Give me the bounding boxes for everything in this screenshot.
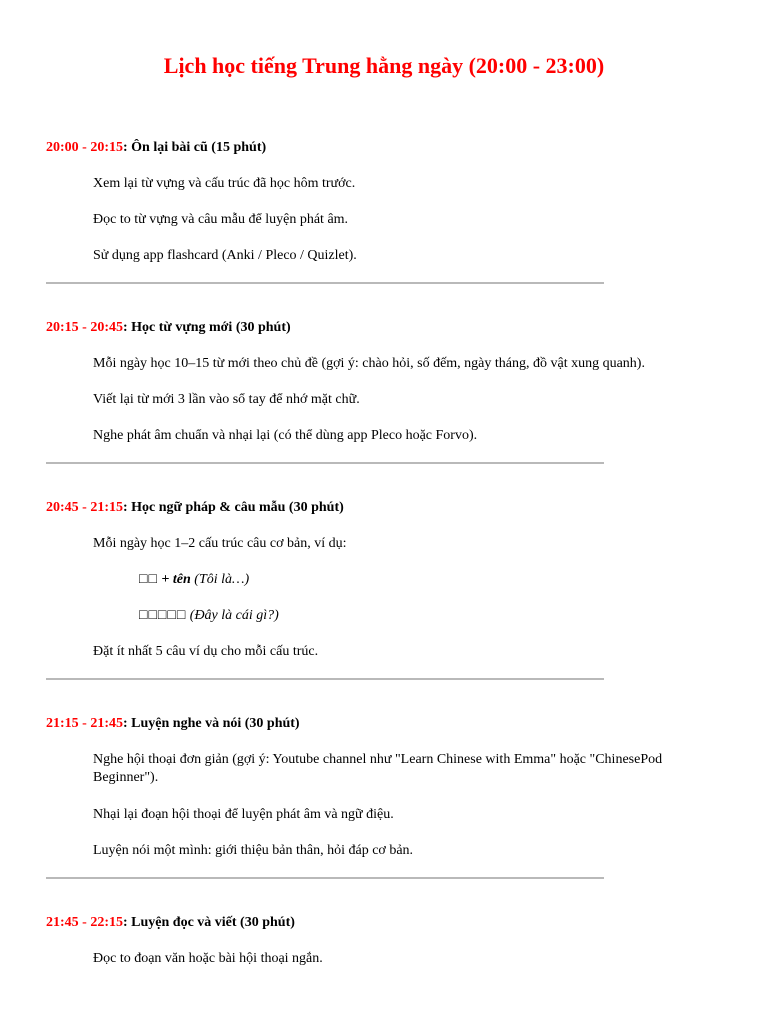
section-heading [46,914,295,932]
chinese-text: □□ [139,572,158,587]
example-translation: (Tôi là…) [190,572,250,587]
divider [46,678,604,680]
section-title: : Học từ vựng mới (30 phút) [123,320,291,335]
section-heading [46,319,291,337]
section-title: : Luyện nghe và nói (30 phút) [123,716,300,731]
list-item: Nghe phát âm chuẩn và nhại lại (có thể dùng app Pleco hoặc Forvo). [93,428,478,443]
list-item: Nghe hội thoại đơn giản (gợi ý: Youtube channel như "Learn Chinese with Emma" hoặc "ChinesePod Beginner"). [93,752,663,785]
list-item: Đặt ít nhất 5 câu ví dụ cho mỗi cấu trúc. [93,644,319,659]
section-heading [46,139,266,157]
page-title: Lịch học tiếng Trung hằng ngày (20:00 - 23:00) [163,53,605,78]
list-item: Xem lại từ vựng và cấu trúc đã học hôm trước. [93,176,356,191]
list-item: Mỗi ngày học 1–2 cấu trúc câu cơ bản, ví dụ: [93,536,347,551]
list-item: Sử dụng app flashcard (Anki / Pleco / Quizlet). [93,248,357,263]
example-item [139,607,279,625]
section-heading [46,715,300,733]
section-heading [46,499,344,517]
section-title: : Ôn lại bài cũ (15 phút) [123,140,267,155]
divider [46,462,604,464]
time-range: 20:15 - 20:45 [46,320,123,335]
list-item: Nhại lại đoạn hội thoại để luyện phát âm và ngữ điệu. [93,807,394,822]
list-item: Luyện nói một mình: giới thiệu bản thân, hỏi đáp cơ bản. [93,843,414,858]
divider [46,877,604,879]
time-range: 21:15 - 21:45 [46,716,123,731]
time-range: 20:00 - 20:15 [46,140,123,155]
section-title: : Luyện đọc và viết (30 phút) [123,915,295,930]
example-bold: + tên [157,572,191,587]
divider [46,282,604,284]
example-translation: (Đây là cái gì?) [186,608,279,623]
time-range: 21:45 - 22:15 [46,915,123,930]
time-range: 20:45 - 21:15 [46,500,123,515]
chinese-text: □□□□□ [139,608,187,623]
list-item: Mỗi ngày học 10–15 từ mới theo chủ đề (gợi ý: chào hỏi, số đếm, ngày tháng, đồ vật xung quanh). [93,356,645,371]
list-item: Đọc to đoạn văn hoặc bài hội thoại ngắn. [93,951,323,966]
example-item [139,571,249,589]
list-item: Đọc to từ vựng và câu mẫu để luyện phát âm. [93,212,349,227]
list-item: Viết lại từ mới 3 lần vào sổ tay để nhớ mặt chữ. [93,392,360,407]
section-title: : Học ngữ pháp & câu mẫu (30 phút) [123,500,344,515]
